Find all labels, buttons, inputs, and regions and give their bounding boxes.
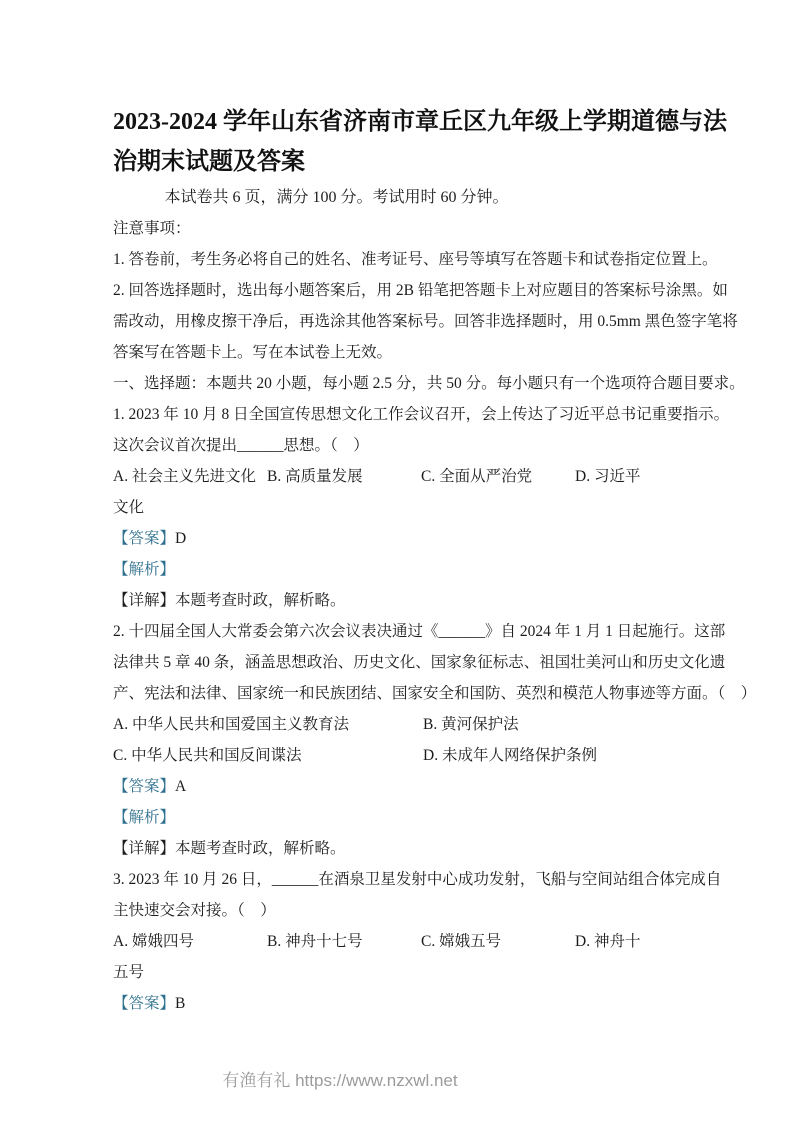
question-2-option-a: A. 中华人民共和国爱国主义教育法 (113, 716, 349, 733)
analysis-label: 【解析】 (113, 561, 176, 578)
document-title-line-1: 2023-2024 学年山东省济南市章丘区九年级上学期道德与法 (113, 109, 727, 135)
document-content (113, 102, 757, 1019)
analysis-label: 【解析】 (113, 809, 176, 826)
question-1-option-c: C. 全面从严治党 (421, 468, 533, 485)
question-3-answer-line (113, 988, 680, 1019)
question-3-text-line-1: 3. 2023 年 10 月 26 日，______在酒泉卫星发射中心成功发射，飞船与空间站组合体完成自 (113, 871, 722, 888)
question-3-option-b: B. 神舟十七号 (267, 933, 363, 950)
question-3-text-line-2: 主快速交会对接。（ ） (113, 902, 276, 919)
question-1-option-a: A. 社会主义先进文化 (113, 468, 256, 485)
question-1-text-line-2: 这次会议首次提出______思想。（ ） (113, 437, 369, 454)
answer-value: D (175, 530, 187, 547)
question-1-detail-line: 【详解】本题考查时政，解析略。 (113, 592, 346, 609)
question-1-text-line-1: 1. 2023 年 10 月 8 日全国宣传思想文化工作会议召开，会上传达了习近平总书记重要指示。 (113, 406, 730, 423)
section-heading: 一、选择题：本题共 20 小题，每小题 2.5 分，共 50 分。每小题只有一个选项符合题目要求。 (113, 375, 745, 392)
question-1-option-d: D. 习近平 (575, 468, 641, 485)
question-1-option-d-overflow: 文化 (113, 499, 145, 516)
question-3-option-c: C. 嫦娥五号 (421, 933, 502, 950)
notes-item-2-line-3: 答案写在答题卡上。写在本试卷上无效。 (113, 344, 393, 361)
answer-label: 【答案】 (113, 995, 176, 1012)
question-2-text-line-2: 法律共 5 章 40 条，涵盖思想政治、历史文化、国家象征标志、祖国壮美河山和历史文化遗 (113, 654, 726, 671)
notes-heading: 注意事项： (113, 220, 191, 237)
question-1-answer-line (113, 523, 680, 554)
question-2-option-b: B. 黄河保护法 (423, 716, 519, 733)
question-2-detail-line: 【详解】本题考查时政，解析略。 (113, 840, 346, 857)
question-2-text-line-1: 2. 十四届全国人大常委会第六次会议表决通过《______》自 2024 年 1 月 1 日起施行。这部 (113, 623, 726, 640)
question-2-option-c: C. 中华人民共和国反间谍法 (113, 747, 302, 764)
exam-info: 本试卷共 6 页，满分 100 分。考试用时 60 分钟。 (164, 189, 509, 206)
document-title-line-2: 治期末试题及答案 (113, 149, 305, 175)
question-2-option-d: D. 未成年人网络保护条例 (423, 747, 597, 764)
question-1-option-b: B. 高质量发展 (267, 468, 363, 485)
answer-value: A (175, 778, 187, 795)
footer-credit: 有渔有礼 https://www.nzxwl.net (222, 1071, 458, 1090)
question-1-options-row (113, 461, 680, 492)
question-2-text-line-3: 产、宪法和法律、国家统一和民族团结、国家安全和国防、英烈和模范人物事迹等方面。（ ） (113, 685, 757, 702)
question-3-option-d: D. 神舟十 (575, 933, 641, 950)
question-2-options-row-1 (113, 709, 680, 740)
question-1-analysis-line (113, 554, 680, 585)
answer-value: B (175, 995, 186, 1012)
question-3-options-row (113, 926, 680, 957)
answer-label: 【答案】 (113, 778, 176, 795)
notes-item-1: 1. 答卷前，考生务必将自己的姓名、准考证号、座号等填写在答题卡和试卷指定位置上。 (113, 251, 718, 268)
notes-item-2-line-1: 2. 回答选择题时，选出每小题答案后，用 2B 铅笔把答题卡上对应题目的答案标号涂黑。如 (113, 282, 728, 299)
notes-item-2-line-2: 需改动，用橡皮擦干净后，再选涂其他答案标号。回答非选择题时，用 0.5mm 黑色签字笔将 (113, 313, 738, 330)
question-2-options-row-2 (113, 740, 680, 771)
question-2-answer-line (113, 771, 680, 802)
question-2-analysis-line (113, 802, 680, 833)
answer-label: 【答案】 (113, 530, 176, 547)
question-3-option-d-overflow: 五号 (113, 964, 145, 981)
question-3-option-a: A. 嫦娥四号 (113, 933, 194, 950)
